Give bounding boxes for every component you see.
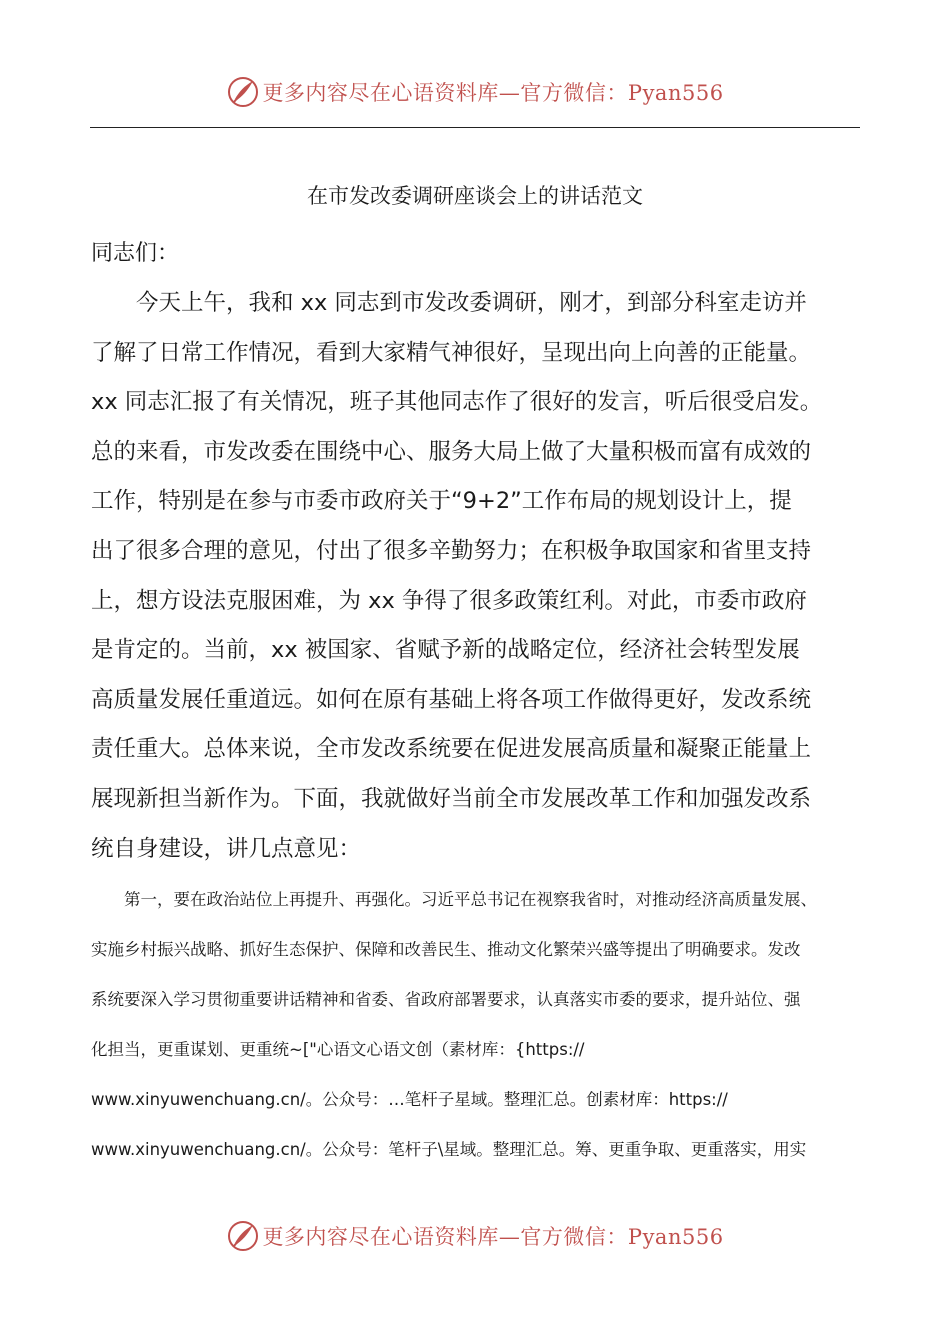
greeting: 同志们：	[91, 241, 180, 266]
section-line: www.xinyuwenchuang.cn/。公众号：笔杆子\星域。整理汇总。筹、更重争取、更重落实，用实	[91, 1140, 807, 1159]
footer-banner-text: 更多内容尽在心语资料库—官方微信：Pyan556	[262, 1225, 724, 1249]
header-divider	[90, 127, 860, 128]
body-line: 是肯定的。当前，xx 被国家、省赋予新的战略定位，经济社会转型发展	[91, 637, 800, 664]
body-line: 了解了日常工作情况，看到大家精气神很好，呈现出向上向善的正能量。	[91, 339, 812, 366]
section-line: 第一，要在政治站位上再提升、再强化。习近平总书记在视察我省时，对推动经济高质量发展、	[91, 890, 817, 909]
body-line: 工作，特别是在参与市委市政府关于“9+2”工作布局的规划设计上，提	[91, 488, 792, 515]
body-line: 上，想方设法克服困难，为 xx 争得了很多政策红利。对此，市委市政府	[91, 587, 807, 614]
document-title: 在市发改委调研座谈会上的讲话范文	[307, 184, 643, 208]
body-line: 今天上午，我和 xx 同志到市发改委调研，刚才，到部分科室走访并	[91, 290, 807, 316]
body-line: 统自身建设，讲几点意见：	[91, 835, 362, 862]
header-banner	[0, 70, 950, 114]
section-line: 系统要深入学习贯彻重要讲话精神和省委、省政府部署要求，认真落实市委的要求，提升站位、强	[91, 990, 801, 1009]
feather-pen-logo-icon	[226, 75, 260, 109]
feather-pen-logo-icon	[226, 1219, 260, 1253]
section-line: 实施乡村振兴战略、抓好生态保护、保障和改善民生、推动文化繁荣兴盛等提出了明确要求。发改	[91, 940, 801, 959]
body-line: 高质量发展任重道远。如何在原有基础上将各项工作做得更好，发改系统	[91, 686, 812, 713]
body-line: 总的来看，市发改委在围绕中心、服务大局上做了大量积极而富有成效的	[91, 438, 812, 465]
footer-banner	[0, 1214, 950, 1258]
section-line: www.xinyuwenchuang.cn/。公众号：…笔杆子星域。整理汇总。创素材库：https://	[91, 1090, 728, 1109]
body-line: xx 同志汇报了有关情况，班子其他同志作了很好的发言，听后很受启发。	[91, 389, 823, 416]
body-line: 责任重大。总体来说，全市发改系统要在促进发展高质量和凝聚正能量上	[91, 736, 812, 763]
header-banner-text: 更多内容尽在心语资料库—官方微信：Pyan556	[262, 81, 724, 105]
body-line: 展现新担当新作为。下面，我就做好当前全市发展改革工作和加强发改系	[91, 785, 812, 812]
section-line: 化担当，更重谋划、更重统~["心语文心语文创（素材库：{https://	[91, 1040, 585, 1059]
section-one-paragraph	[91, 884, 881, 1184]
body-paragraph	[91, 285, 871, 880]
body-line: 出了很多合理的意见，付出了很多辛勤努力；在积极争取国家和省里支持	[91, 537, 812, 564]
